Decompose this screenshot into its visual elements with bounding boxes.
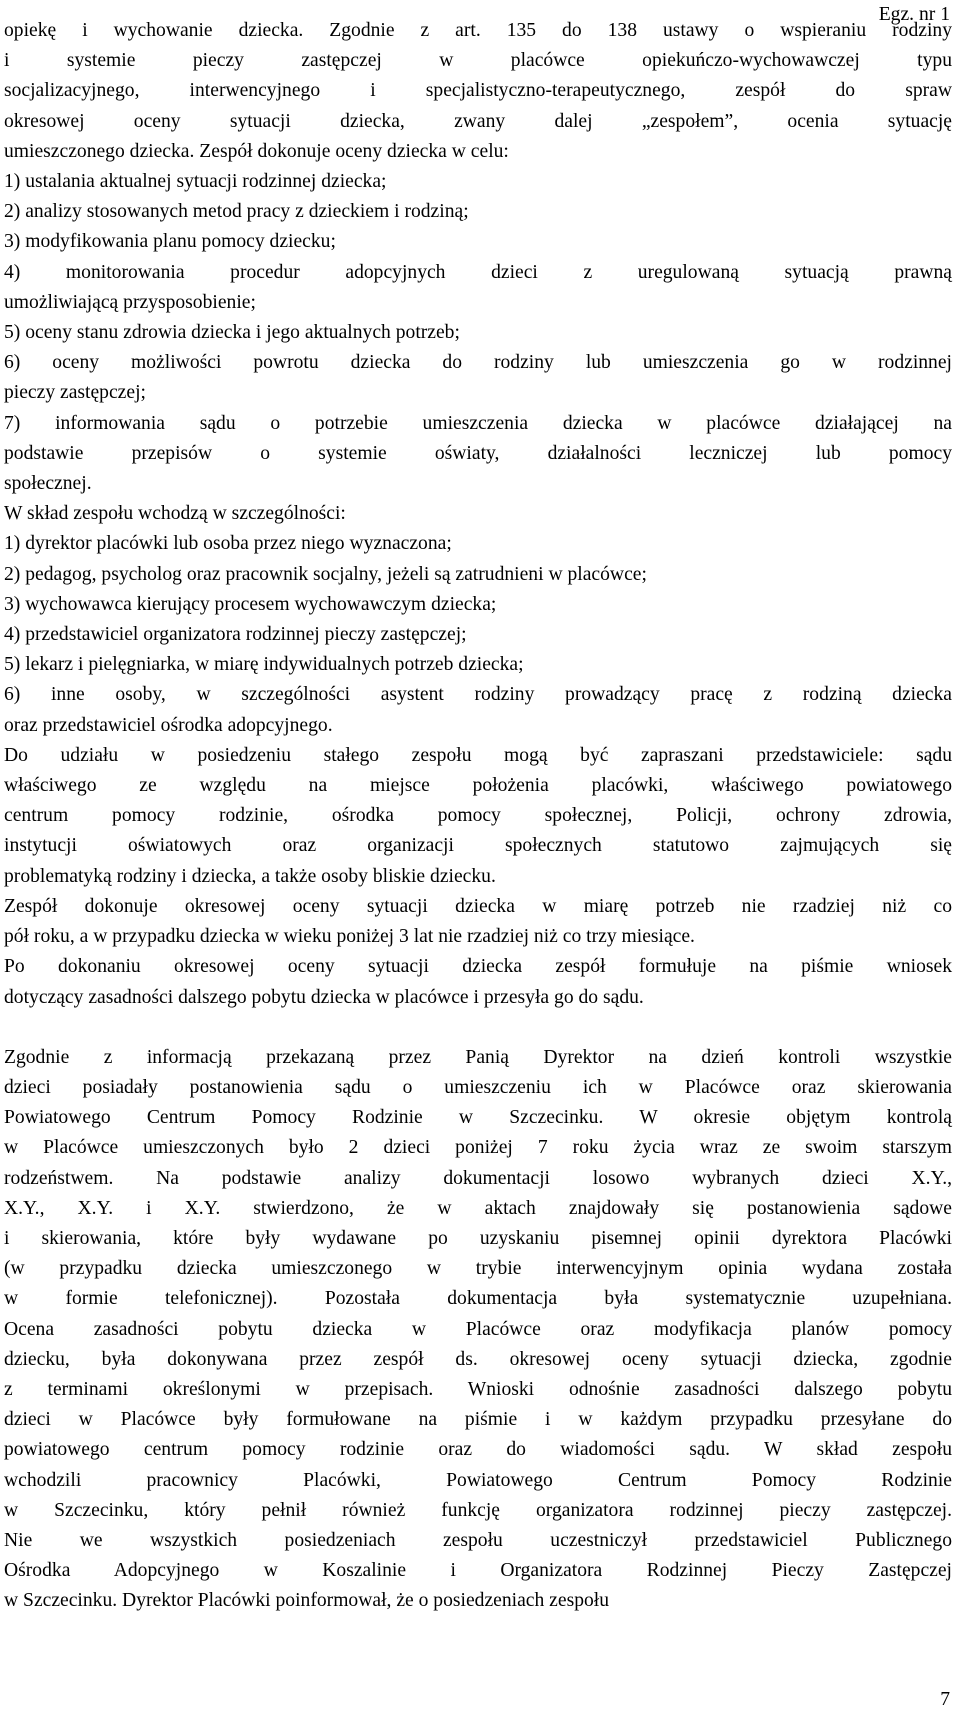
text-line: dziecku, była dokonywana przez zespół ds. okresowej oceny sytuacji dziecka, zgodnie (4, 1348, 952, 1370)
text-line: oraz przedstawiciel ośrodka adopcyjnego. (4, 714, 333, 736)
text-line: 6) inne osoby, w szczególności asystent rodziny prowadzący pracę z rodziną dziecka (4, 684, 952, 706)
paragraph (4, 680, 952, 740)
text-line: Po dokonaniu okresowej oceny sytuacji dziecka zespół formułuje na piśmie wniosek (4, 956, 952, 978)
paragraph (4, 318, 952, 348)
paragraph (4, 952, 952, 1012)
text-line: Ośrodka Adopcyjnego w Koszalinie i Organizatora Rodzinnej Pieczy Zastępczej (4, 1560, 952, 1582)
text-line: pół roku, a w przypadku dziecka w wieku poniżej 3 lat nie rzadziej niż co trzy miesiące. (4, 926, 695, 948)
page-number: 7 (940, 1689, 950, 1710)
section-regulations (4, 16, 952, 1013)
text-line: problematyką rodziny i dziecka, a także osoby bliskie dziecku. (4, 865, 496, 887)
text-line: 7) informowania sądu o potrzebie umieszczenia dziecka w placówce działającej na (4, 412, 952, 434)
text-line: 4) przedstawiciel organizatora rodzinnej pieczy zastępczej; (4, 624, 467, 646)
text-line: 5) oceny stanu zdrowia dziecka i jego aktualnych potrzeb; (4, 322, 460, 344)
text-line: w Szczecinku, który pełnił również funkcję organizatora rodzinnej pieczy zastępczej. (4, 1499, 952, 1521)
text-line: (w przypadku dziecka umieszczonego w trybie interwencyjnym opinia wydana została (4, 1258, 952, 1280)
text-line: 5) lekarz i pielęgniarka, w miarę indywidualnych potrzeb dziecka; (4, 654, 524, 676)
paragraph (4, 590, 952, 620)
text-line: społecznej. (4, 473, 92, 495)
text-line: centrum pomocy rodzinie, ośrodka pomocy społecznej, Policji, ochrony zdrowia, (4, 805, 952, 827)
text-line: 4) monitorowania procedur adopcyjnych dzieci z uregulowaną sytuacją prawną (4, 261, 952, 283)
text-line: Zgodnie z informacją przekazaną przez Panią Dyrektor na dzień kontroli wszystkie (4, 1046, 952, 1068)
text-line: okresowej oceny sytuacji dziecka, zwany dalej „zespołem”, ocenia sytuację (4, 110, 952, 132)
text-line: opiekę i wychowanie dziecka. Zgodnie z art. 135 do 138 ustawy o wspieraniu rodziny (4, 20, 952, 41)
text-line: instytucji oświatowych oraz organizacji społecznych statutowo zajmujących się (4, 835, 952, 857)
text-line: socjalizacyjnego, interwencyjnego i specjalistyczno-terapeutycznego, zespół do spraw (4, 80, 952, 102)
text-line: X.Y., X.Y. i X.Y. stwierdzono, że w aktach znajdowały się postanowienia sądowe (4, 1197, 952, 1219)
text-line: 1) ustalania aktualnej sytuacji rodzinnej dziecka; (4, 171, 387, 193)
document-page (4, 0, 956, 1722)
text-line: podstawie przepisów o systemie oświaty, działalności leczniczej lub pomocy (4, 442, 952, 464)
text-line: 6) oceny możliwości powrotu dziecka do rodziny lub umieszczenia go w rodzinnej (4, 352, 952, 374)
text-line: Powiatowego Centrum Pomocy Rodzinie w Szczecinku. W okresie objętym kontrolą (4, 1107, 952, 1129)
paragraph (4, 1043, 952, 1617)
copy-number-label: Egz. nr 1 (878, 4, 950, 25)
text-line: Zespół dokonuje okresowej oceny sytuacji dziecka w miarę potrzeb nie rzadziej niż co (4, 895, 952, 917)
paragraph (4, 227, 952, 257)
text-line: wchodzili pracownicy Placówki, Powiatowego Centrum Pomocy Rodzinie (4, 1469, 952, 1491)
paragraph (4, 529, 952, 559)
text-line: dzieci posiadały postanowienia sądu o umieszczeniu ich w Placówce oraz skierowania (4, 1076, 952, 1098)
text-line: 1) dyrektor placówki lub osoba przez niego wyznaczona; (4, 533, 452, 555)
paragraph (4, 16, 952, 167)
text-line: 3) modyfikowania planu pomocy dziecku; (4, 231, 336, 253)
document-body (4, 16, 952, 1617)
text-line: z terminami określonymi w przepisach. Wnioski odnośnie zasadności dalszego pobytu (4, 1378, 952, 1400)
text-line: powiatowego centrum pomocy rodzinie oraz do wiadomości sądu. W skład zespołu (4, 1439, 952, 1461)
text-line: umożliwiającą przysposobienie; (4, 291, 256, 313)
paragraph (4, 197, 952, 227)
text-line: właściwego ze względu na miejsce położenia placówki, właściwego powiatowego (4, 775, 952, 797)
text-line: i systemie pieczy zastępczej w placówce opiekuńczo-wychowawczej typu (4, 50, 952, 72)
paragraph (4, 560, 952, 590)
paragraph (4, 650, 952, 680)
paragraph (4, 348, 952, 408)
text-line: Nie we wszystkich posiedzeniach zespołu uczestniczył przedstawiciel Publicznego (4, 1529, 952, 1551)
text-line: W skład zespołu wchodzą w szczególności: (4, 503, 346, 525)
paragraph (4, 258, 952, 318)
text-line: 3) wychowawca kierujący procesem wychowawczym dziecka; (4, 593, 497, 615)
text-line: umieszczonego dziecka. Zespół dokonuje oceny dziecka w celu: (4, 140, 509, 162)
paragraph (4, 167, 952, 197)
paragraph (4, 620, 952, 650)
paragraph (4, 499, 952, 529)
text-line: Do udziału w posiedzeniu stałego zespołu mogą być zapraszani przedstawiciele: sądu (4, 744, 952, 766)
paragraph (4, 409, 952, 500)
text-line: dotyczący zasadności dalszego pobytu dziecka w placówce i przesyła go do sądu. (4, 986, 644, 1008)
paragraph-gap (4, 1013, 952, 1043)
text-line: 2) pedagog, psycholog oraz pracownik socjalny, jeżeli są zatrudnieni w placówce; (4, 563, 647, 585)
text-line: rodzeństwem. Na podstawie analizy dokumentacji losowo wybranych dzieci X.Y., (4, 1167, 952, 1189)
text-line: Ocena zasadności pobytu dziecka w Placówce oraz modyfikacja planów pomocy (4, 1318, 952, 1340)
text-line: pieczy zastępczej; (4, 382, 146, 404)
text-line: i skierowania, które były wydawane po uzyskaniu pisemnej opinii dyrektora Placówki (4, 1227, 952, 1249)
section-findings (4, 1043, 952, 1617)
paragraph (4, 892, 952, 952)
text-line: dzieci w Placówce były formułowane na piśmie i w każdym przypadku przesyłane do (4, 1409, 952, 1431)
text-line: w formie telefonicznej). Pozostała dokumentacja była systematycznie uzupełniana. (4, 1288, 952, 1310)
text-line: w Szczecinku. Dyrektor Placówki poinformował, że o posiedzeniach zespołu (4, 1590, 610, 1612)
text-line: w Placówce umieszczonych było 2 dzieci poniżej 7 roku życia wraz ze swoim starszym (4, 1137, 952, 1159)
paragraph (4, 741, 952, 892)
text-line: 2) analizy stosowanych metod pracy z dzieckiem i rodziną; (4, 201, 469, 223)
